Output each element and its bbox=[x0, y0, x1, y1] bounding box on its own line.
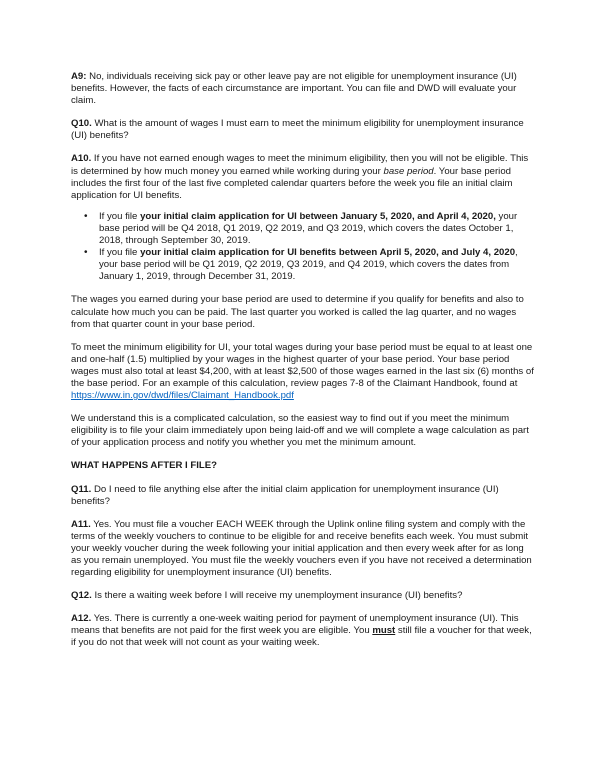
answer-a10 bbox=[71, 153, 534, 201]
question-q11 bbox=[71, 484, 534, 508]
answer-a11 bbox=[71, 519, 534, 579]
question-q10 bbox=[71, 118, 534, 142]
answer-label: A9: bbox=[71, 71, 87, 82]
base-period-term: base period bbox=[383, 165, 434, 177]
list-item bbox=[99, 211, 534, 247]
answer-label: A12. bbox=[71, 613, 92, 625]
question-label: Q12. bbox=[71, 590, 92, 602]
base-period-list bbox=[71, 211, 534, 284]
paragraph-lag-quarter: The wages you earned during your base period are used to determine if you qualify for benefits and also to calculate how much you can be paid. The last quarter you worked is called the lag quarter, and no wages from that quarter count in your base period. bbox=[71, 294, 524, 330]
question-q12 bbox=[71, 590, 534, 602]
question-text: Do I need to file anything else after the initial claim application for unemployment insurance (UI) benefits? bbox=[71, 483, 499, 507]
answer-text: still file a voucher for that week, if you do not that week will not count as your waiting week. bbox=[71, 625, 532, 649]
paragraph-text: To meet the minimum eligibility for UI, your total wages during your base period must be equal to at least one and one-half (1.5) multiplied by your wages in the highest quarter of your base period. Your base period wages must also total at least $4,200, with at least $2,500 of those wages earned in the last six (6) months of the base period. For an example of this calculation, review pages 7-8 of the Claimant Handbook, found at bbox=[71, 341, 534, 389]
paragraph-wage-calculation: We understand this is a complicated calculation, so the easiest way to find out if you meet the minimum eligibility is to file your claim immediately upon being laid-off and we will complete a wage calculation as part of your application process and notify you whether you met the minimum amount. bbox=[71, 413, 529, 449]
must-emphasis: must bbox=[372, 625, 396, 637]
section-heading: WHAT HAPPENS AFTER I FILE? bbox=[71, 460, 218, 472]
question-text: Is there a waiting week before I will receive my unemployment insurance (UI) benefits? bbox=[91, 590, 463, 602]
answer-text: No, individuals receiving sick pay or other leave pay are not eligible for unemployment insurance (UI) benefits. However, the facts of each circumstance are important. You can file and DWD will evaluate your claim. bbox=[71, 71, 517, 107]
question-text: What is the amount of wages I must earn to meet the minimum eligibility for unemployment insurance (UI) benefits? bbox=[71, 118, 524, 142]
answer-text: Yes. There is currently a one-week waiting period for payment of unemployment insurance (UI). This means that benefits are not paid for the first week you are eligible. You bbox=[71, 613, 519, 637]
list-item-text: If you file bbox=[99, 210, 141, 222]
answer-label: A11. bbox=[71, 518, 91, 530]
answer-text: If you have not earned enough wages to meet the minimum eligibility, then you will not be eligible. This is determined by how much money you earned while working during your bbox=[71, 153, 529, 177]
paragraph-minimum-eligibility bbox=[71, 342, 534, 402]
claimant-handbook-link[interactable]: https://www.in.gov/dwd/files/Claimant_Handbook.pdf bbox=[71, 390, 294, 402]
list-item-text: your base period will be Q4 2018, Q1 2019, Q2 2019, and Q3 2019, which covers the dates October 1, 2018, through September 30, 2019. bbox=[99, 210, 518, 247]
question-label: Q11. bbox=[71, 483, 92, 495]
list-item-text: If you file bbox=[99, 247, 141, 259]
answer-text: Yes. You must file a voucher EACH WEEK through the Uplink online filing system and comply with the terms of the weekly vouchers to continue to be eligible for and receive benefits each week. You must submit your weekly voucher during the week following your initial application and then every week after for as long as you remain unemployed. You must file the weekly vouchers even if you have not received a determination regarding eligibility for unemployment insurance (UI) benefits. bbox=[71, 518, 532, 579]
answer-a12 bbox=[71, 613, 534, 649]
answer-text: . Your base period includes the first four of the last five completed calendar quarters before the week you file an initial claim application for UI benefits. bbox=[71, 165, 513, 201]
question-label: Q10. bbox=[71, 118, 92, 130]
answer-label: A10. bbox=[71, 153, 92, 165]
list-item bbox=[99, 247, 534, 283]
list-item-bold: your initial claim application for UI benefits between April 5, 2020, and July 4, 2020 bbox=[140, 247, 516, 259]
list-item-bold: your initial claim application for UI between January 5, 2020, and April 4, 2020, bbox=[140, 210, 496, 222]
list-item-text: , your base period will be Q1 2019, Q2 2019, Q3 2019, and Q4 2019, which covers the dates from January 1, 2019, through December 31, 2019. bbox=[99, 247, 518, 283]
answer-a9 bbox=[71, 71, 534, 107]
